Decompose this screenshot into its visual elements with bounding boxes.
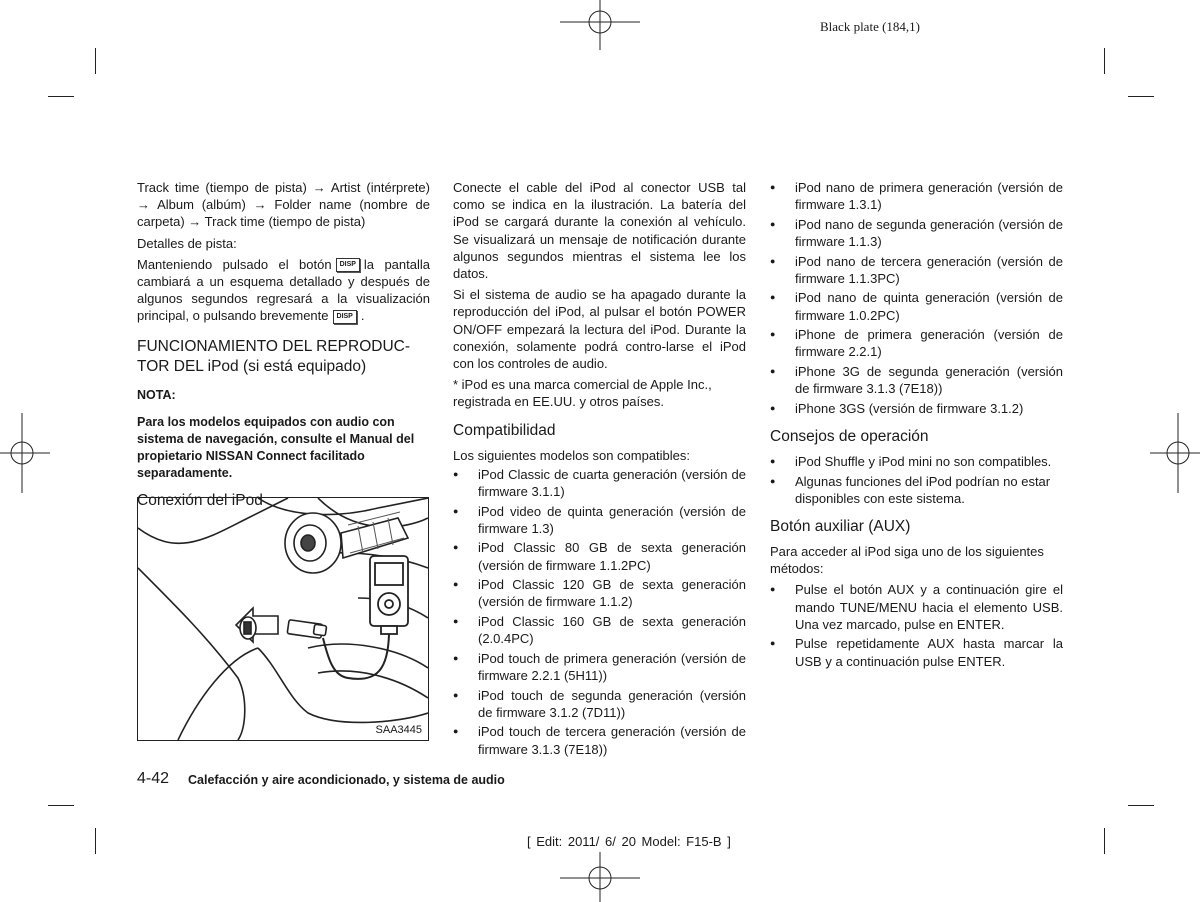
list-item: ● Algunas funciones del iPod podrían no estar disponibles con este sistema. (770, 473, 1063, 507)
edit-info: [ Edit: 2011/ 6/ 20 Model: F15-B ] (527, 834, 731, 849)
details-text (137, 256, 430, 325)
list-item: ● iPod touch de tercera generación (versión de firmware 3.1.3 (7E18)) (453, 723, 746, 757)
list-item: ● iPod nano de quinta generación (versión de firmware 1.0.2PC) (770, 289, 1063, 323)
list-item: ● iPod Classic 120 GB de sexta generación (versión de firmware 1.1.2) (453, 576, 746, 610)
details-text-end: . (360, 308, 365, 324)
crop-mark (48, 805, 74, 806)
tips-list (770, 453, 1063, 507)
disp-key-icon: DISP (336, 258, 360, 272)
registration-target-top (560, 0, 640, 50)
column-2 (453, 179, 746, 764)
list-item: ● iPod Shuffle y iPod mini no son compatibles. (770, 453, 1063, 470)
connection-title: Conexión del iPod (137, 491, 263, 509)
compat-list (453, 466, 746, 758)
crop-mark (1128, 96, 1154, 97)
list-item: ● iPod Classic 160 GB de sexta generación (2.0.4PC) (453, 613, 746, 647)
plate-label: Black plate (184,1) (820, 19, 920, 34)
note-label: NOTA: (137, 387, 176, 402)
list-item: ● Pulse repetidamente AUX hasta marcar la USB y a continuación pulse ENTER. (770, 635, 1063, 669)
list-item: ● iPod nano de tercera generación (versión de firmware 1.1.3PC) (770, 253, 1063, 287)
registration-target-left (0, 413, 50, 493)
figure-code: SAA3445 (375, 724, 422, 736)
details-text-start: Manteniendo pulsado el botón (137, 256, 332, 272)
details-text-middle: la pantalla cambiará a un esquema detallado y después de algunos segundos regresará a la visualización principal, o pulsando brevemente (137, 256, 430, 324)
aux-title: Botón auxiliar (AUX) (770, 517, 911, 535)
aux-intro: Para acceder al iPod siga uno de los siguientes métodos: (770, 543, 1044, 577)
details-label: Detalles de pista: (137, 235, 237, 251)
page-number: 4-42 (137, 770, 170, 787)
crop-mark (48, 96, 74, 97)
list-item: ● iPhone 3GS (versión de firmware 3.1.2) (770, 400, 1063, 417)
crop-mark (1128, 805, 1154, 806)
list-item: ● iPhone 3G de segunda generación (versión de firmware 3.1.3 (7E18)) (770, 363, 1063, 397)
list-item: ● iPod Classic de cuarta generación (versión de firmware 3.1.1) (453, 466, 746, 500)
registration-target-right (1150, 413, 1200, 493)
registration-target-bottom (560, 852, 640, 902)
compat-title: Compatibilidad (453, 421, 556, 439)
paragraph-power: Si el sistema de audio se ha apagado durante la reproducción del iPod, al pulsar el botón POWER ON/OFF empezará la lectura del iPod. Durante la conexión, solamente podrá contro-larse el iPod con los controles de audio. (453, 287, 746, 372)
list-item: ● iPod nano de segunda generación (versión de firmware 1.1.3) (770, 216, 1063, 250)
list-item: ● iPod video de quinta generación (versión de firmware 1.3) (453, 503, 746, 537)
list-item: ● iPod touch de segunda generación (versión de firmware 3.1.2 (7D11)) (453, 687, 746, 721)
crop-mark (1104, 828, 1105, 854)
aux-list (770, 581, 1063, 669)
crop-mark (95, 828, 96, 854)
note-text: Para los modelos equipados con audio con sistema de navegación, consulte el Manual del propietario NISSAN Connect facilitado separadamente. (137, 414, 415, 481)
list-item: ● Pulse el botón AUX y a continuación gire el mando TUNE/MENU hacia el elemento USB. Una vez marcado, pulse en ENTER. (770, 581, 1063, 633)
disp-key-icon: DISP (333, 310, 357, 324)
paragraph-trademark: * iPod es una marca comercial de Apple Inc., registrada en EE.UU. y otros países. (453, 377, 712, 410)
crop-mark (1104, 48, 1105, 74)
crop-mark (95, 48, 96, 74)
list-item: ● iPhone de primera generación (versión de firmware 2.2.1) (770, 326, 1063, 360)
column-1 (137, 179, 430, 517)
compat-list-continued (770, 179, 1063, 417)
chapter-title: Calefacción y aire acondicionado, y sistema de audio (188, 773, 505, 787)
paragraph-connect: Conecte el cable del iPod al conector USB tal como se indica en la ilustración. La batería del iPod se cargará durante la conexión al vehículo. Se visualizará un mensaje de notificación durante algunos segundos mientras el sistema lee los datos. (453, 180, 746, 282)
list-item: ● iPod touch de primera generación (versión de firmware 2.2.1 (5H11)) (453, 650, 746, 684)
track-order-text: Track time (tiempo de pista) → Artist (intérprete) → Album (albúm) → Folder name (nombre de carpeta) → Track time (tiempo de pista) (137, 180, 430, 230)
column-3 (770, 179, 1063, 676)
compat-intro: Los siguientes modelos son compatibles: (453, 447, 691, 463)
ipod-connection-illustration (138, 498, 428, 740)
list-item: ● iPod Classic 80 GB de sexta generación (versión de firmware 1.1.2PC) (453, 539, 746, 573)
list-item: ● iPod nano de primera generación (versión de firmware 1.3.1) (770, 179, 1063, 213)
ipod-connection-figure (137, 497, 429, 741)
section-title: FUNCIONAMIENTO DEL REPRODUC-TOR DEL iPod (si está equipado) (137, 337, 410, 375)
tips-title: Consejos de operación (770, 427, 929, 445)
